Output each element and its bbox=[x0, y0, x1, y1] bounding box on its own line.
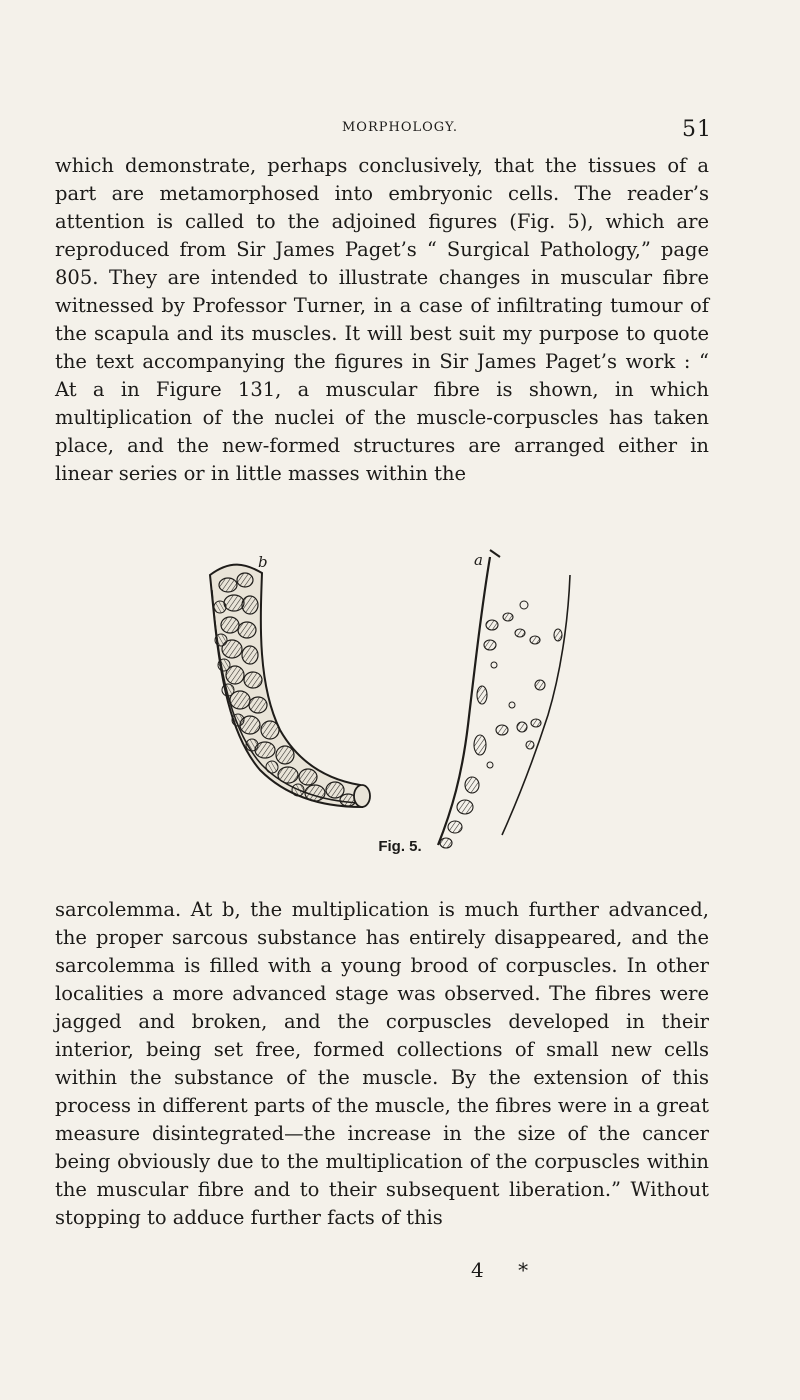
paragraph: sarcolemma. At b, the multiplication is much further advanced, the proper sarcous substance has entirely disappeared, and the sarcolemma is filled with a young brood of corpuscles. In other localities a more advanced stage was observed. The fibres were jagged and broken, and the corpuscles developed in their interior, being set free, formed collections of small new cells within the substance of the muscle. By the extension of this process in different parts of the muscle, the fibres were in a great measure disintegrated—the increase in the size of the cancer being obviously due to the multiplication of the corpuscles within the muscular fibre and to their subsequent liberation.” Without stopping to adduce further facts of this bbox=[55, 898, 709, 1229]
body-text-bottom bbox=[55, 896, 709, 1232]
figure-muscular-fibres bbox=[190, 545, 590, 865]
fibre-b-label: b bbox=[258, 553, 268, 571]
figure-caption: Fig. 5. bbox=[378, 838, 422, 855]
fibre-a-label: a bbox=[474, 551, 483, 569]
running-head: MORPHOLOGY. bbox=[342, 120, 458, 135]
body-text-top bbox=[55, 152, 709, 488]
fibre-illustration bbox=[190, 545, 590, 865]
fibre-b-drawing bbox=[210, 565, 370, 807]
signature-mark: 4 * bbox=[471, 1258, 543, 1282]
fibre-a-drawing bbox=[438, 550, 570, 848]
page-number: 51 bbox=[682, 117, 712, 142]
paragraph: which demonstrate, perhaps conclusively, that the tissues of a part are metamorphosed into embryonic cells. The reader’s attention is called to the adjoined figures (Fig. 5), which are reproduced from Sir James Paget’s “ Surgical Pathology,” page 805. They are intended to illustrate changes in muscular fibre witnessed by Professor Turner, in a case of infiltrating tumour of the scapula and its muscles. It will best suit my purpose to quote the text accompanying the figures in Sir James Paget’s work : “ At a in Figure 131, a muscular fibre is shown, in which multiplication of the nuclei of the muscle-corpuscles has taken place, and the new-formed structures are arranged either in linear series or in little masses within the bbox=[55, 154, 709, 485]
